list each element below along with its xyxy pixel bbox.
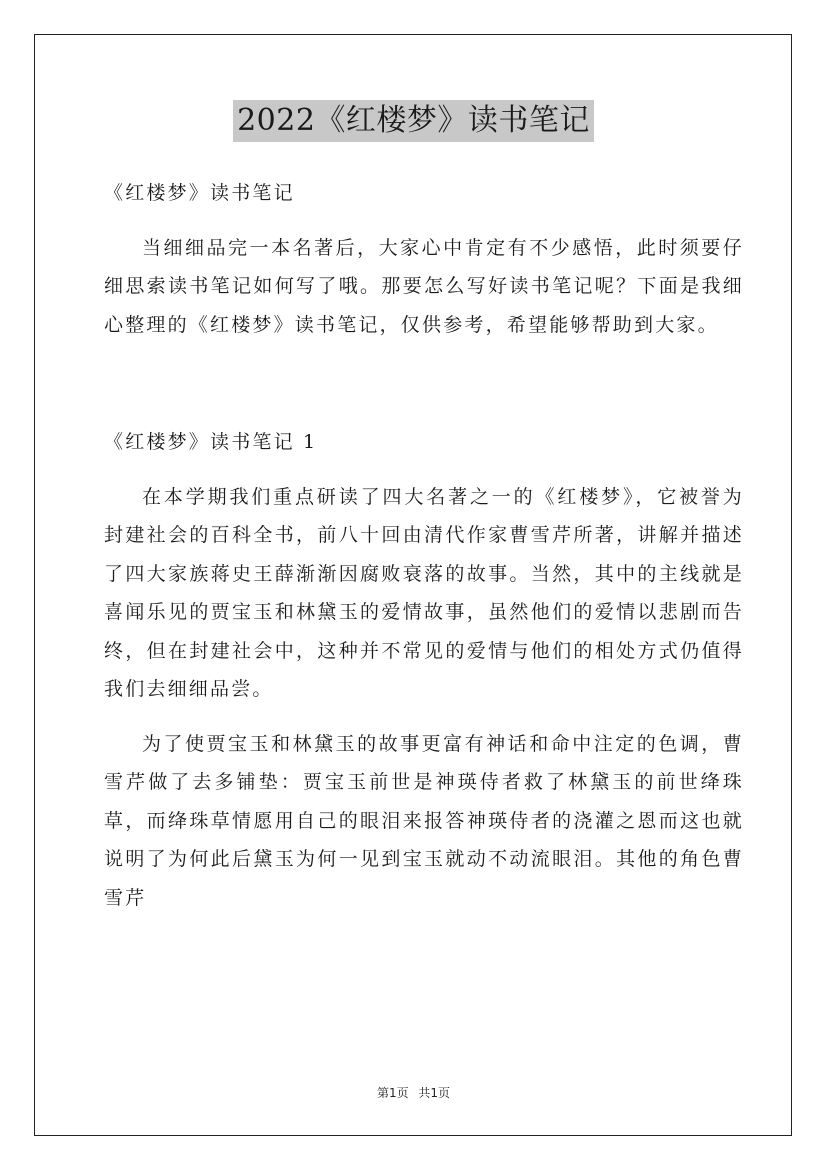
spacer bbox=[104, 462, 744, 478]
spacer bbox=[104, 709, 744, 725]
document-title: 2022《红楼梦》读书笔记 bbox=[233, 100, 594, 142]
body-paragraph: 为了使贾宝玉和林黛玉的故事更富有神话和命中注定的色调，曹雪芹做了去多铺垫：贾宝玉前世是神瑛侍者救了林黛玉的前世绛珠草，而绛珠草情愿用自己的眼泪来报答神瑛侍者的浇灌之恩而这也就说明了为何此后黛玉为何一见到宝玉就动不动流眼泪。其他的角色曹雪芹 bbox=[104, 732, 744, 909]
page-number: 第1页 bbox=[376, 1086, 409, 1100]
page-footer bbox=[0, 1084, 827, 1101]
note1-heading: 《红楼梦》读书笔记 1 bbox=[104, 431, 318, 453]
page-total: 共1页 bbox=[418, 1086, 451, 1100]
spacer bbox=[104, 213, 744, 229]
section-heading: 《红楼梦》读书笔记 bbox=[104, 182, 295, 204]
title-container bbox=[0, 100, 827, 142]
spacer bbox=[104, 344, 744, 423]
body-paragraph: 在本学期我们重点研读了四大名著之一的《红楼梦》，它被誉为封建社会的百科全书，前八十回由清代作家曹雪芹所著，讲解并描述了四大家族蒋史王薛渐渐因腐败衰落的故事。当然，其中的主线就是喜闻乐见的贾宝玉和林黛玉的爱情故事，虽然他们的爱情以悲剧而告终，但在封建社会中，这种并不常见的爱情与他们的相处方式仍值得我们去细细品尝。 bbox=[104, 485, 744, 700]
document-body bbox=[104, 174, 744, 917]
intro-paragraph: 当细细品完一本名著后，大家心中肯定有不少感悟，此时须要仔细思索读书笔记如何写了哦。那要怎么写好读书笔记呢？下面是我细心整理的《红楼梦》读书笔记，仅供参考，希望能够帮助到大家。 bbox=[104, 236, 744, 336]
